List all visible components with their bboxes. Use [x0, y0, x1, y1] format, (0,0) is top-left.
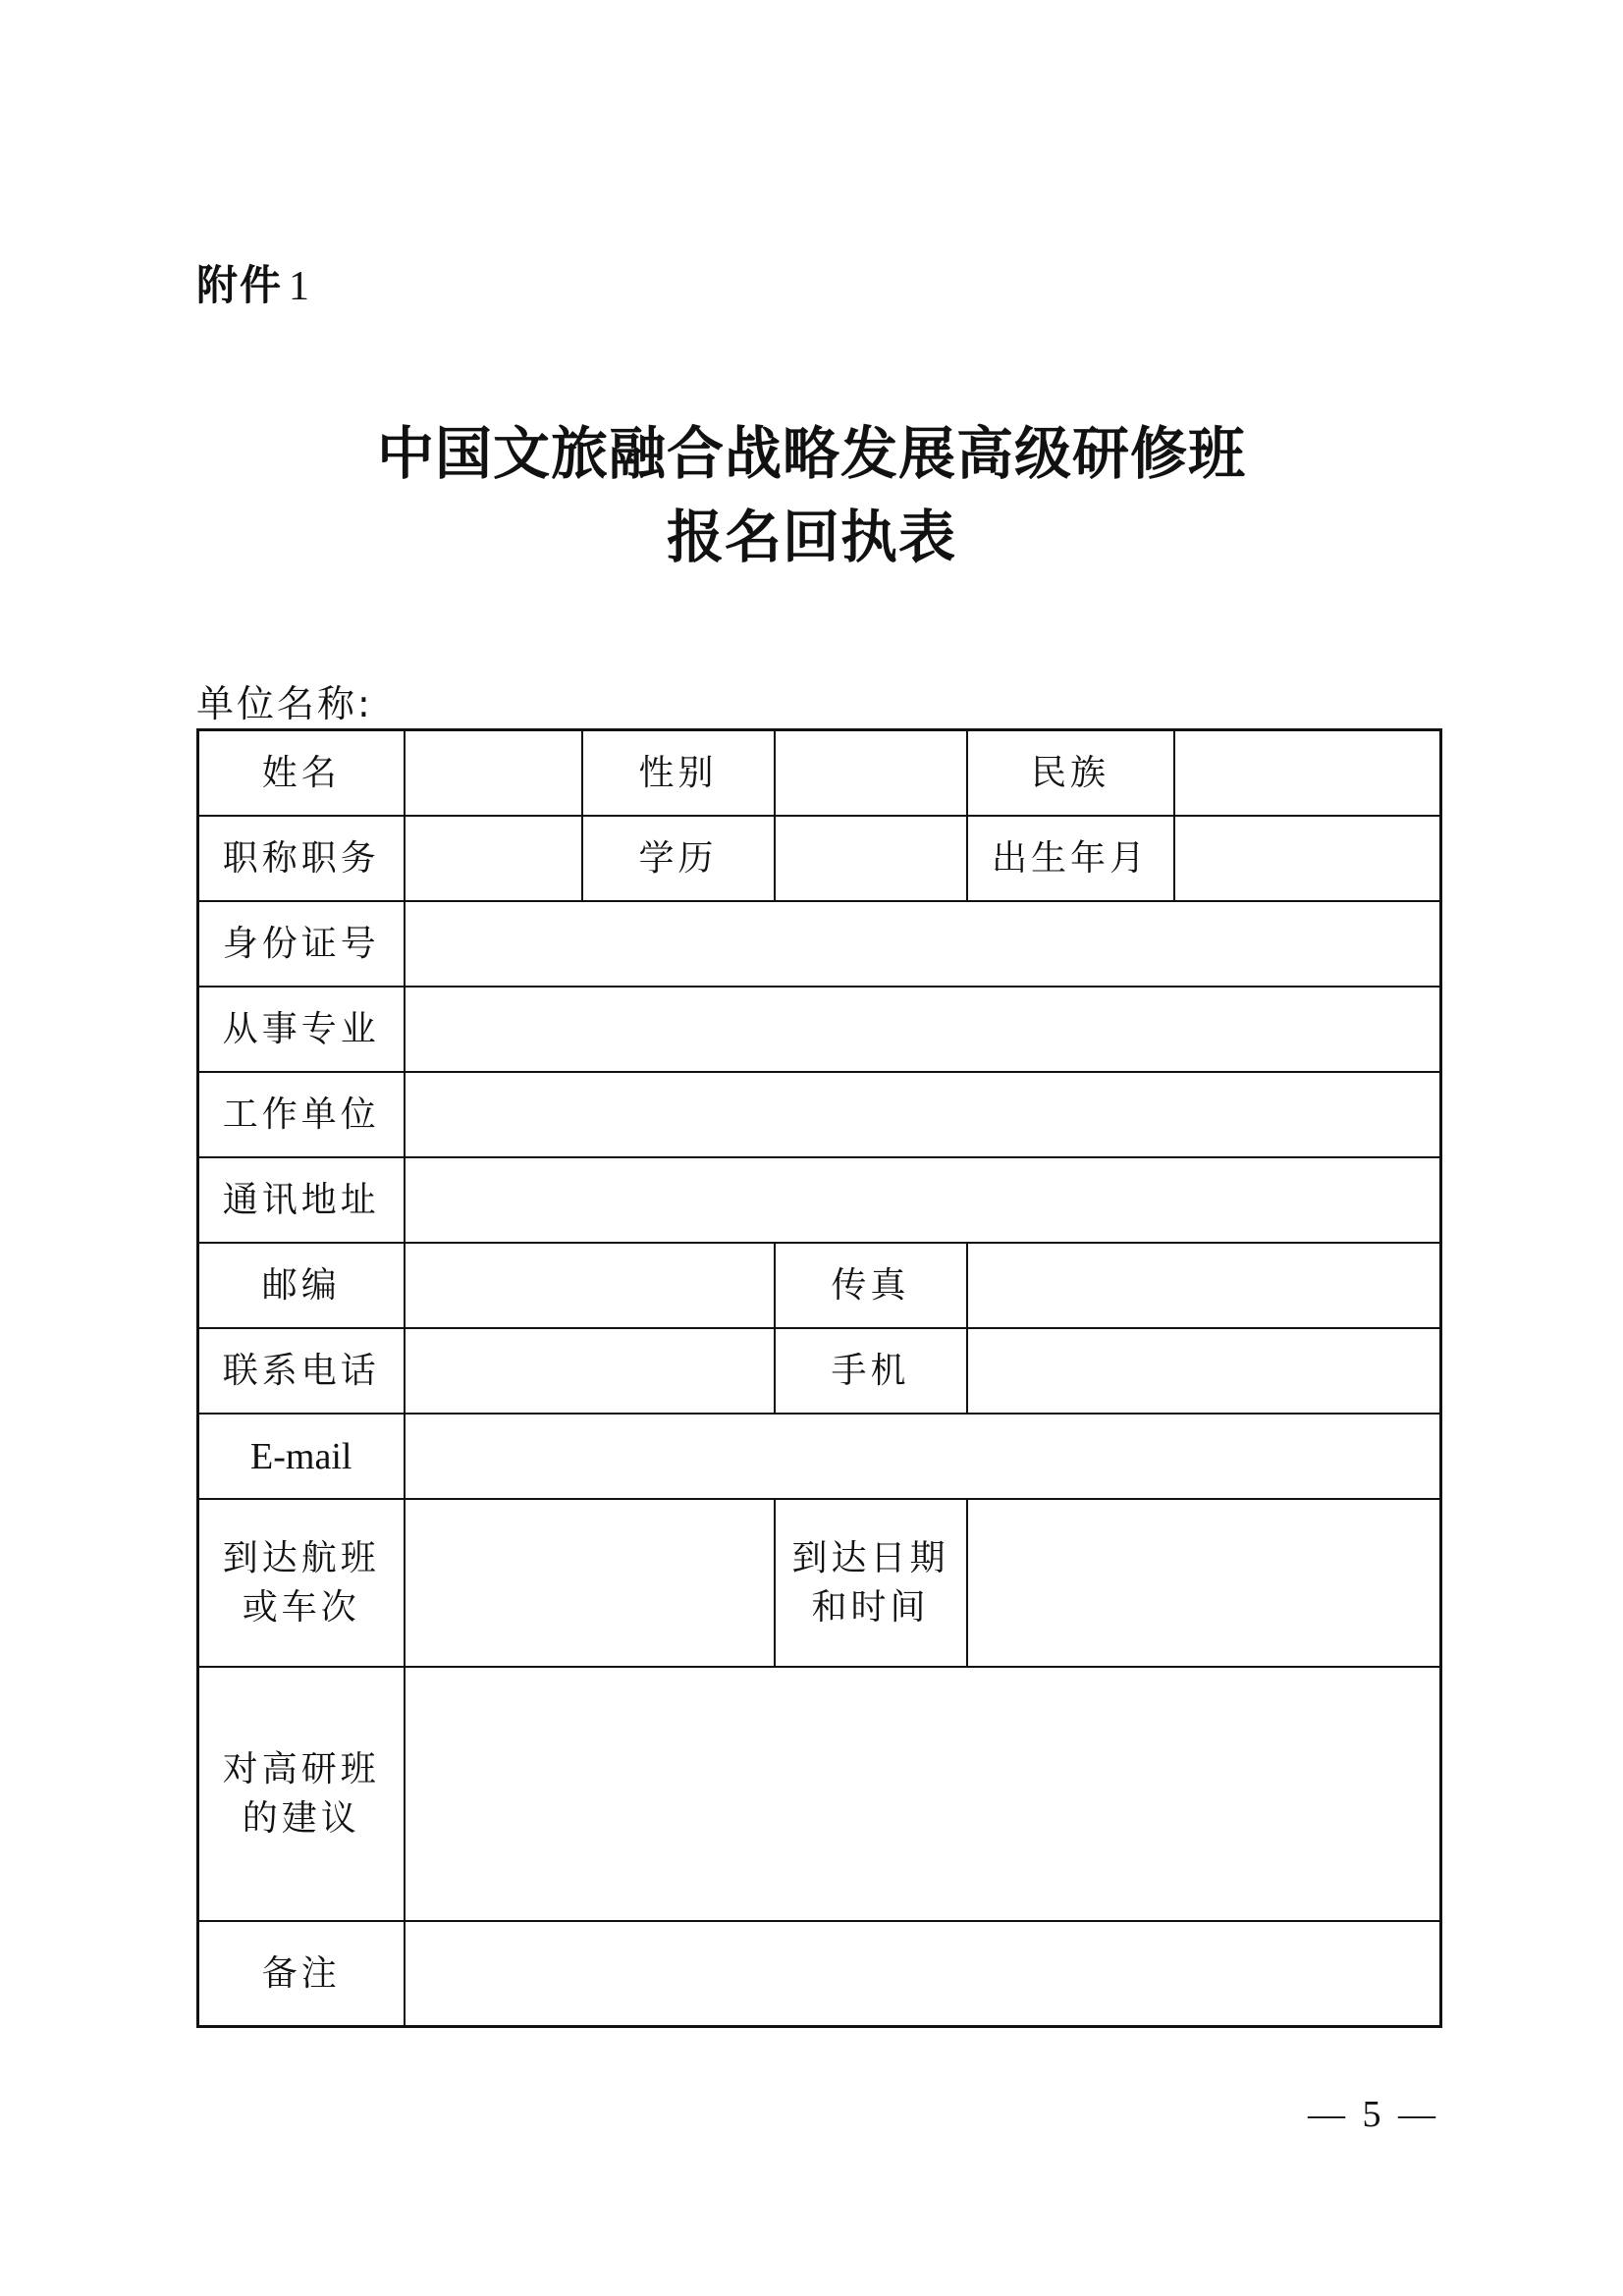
attachment-text: 附件	[196, 261, 284, 309]
workplace-label: 工作单位	[198, 1072, 405, 1157]
ethnicity-field[interactable]	[1174, 730, 1441, 817]
suggestion-label-line2: 的建议	[242, 1797, 360, 1839]
gender-field[interactable]	[775, 730, 967, 817]
suggestion-label-line1: 对高研班	[222, 1748, 380, 1789]
arrival-time-field[interactable]	[967, 1499, 1441, 1667]
registration-form-table	[196, 728, 1442, 2028]
mobile-field[interactable]	[967, 1328, 1441, 1414]
table-row	[198, 1414, 1441, 1499]
fax-field[interactable]	[967, 1243, 1441, 1328]
arrival-flight-label	[198, 1499, 405, 1667]
unit-name-label: 单位名称:	[196, 682, 373, 725]
arrival-flight-label-line2: 或车次	[242, 1586, 360, 1628]
page-number: — 5 —	[1308, 2094, 1439, 2135]
table-row	[198, 1243, 1441, 1328]
profession-label: 从事专业	[198, 987, 405, 1072]
education-field[interactable]	[775, 816, 967, 901]
email-label: E-mail	[198, 1414, 405, 1499]
table-row	[198, 1328, 1441, 1414]
name-field[interactable]	[405, 730, 582, 817]
name-label: 姓名	[198, 730, 405, 817]
birth-field[interactable]	[1174, 816, 1441, 901]
gender-label: 性别	[582, 730, 775, 817]
arrival-time-label-line1: 到达日期	[791, 1537, 949, 1578]
title-position-label: 职称职务	[198, 816, 405, 901]
id-number-label: 身份证号	[198, 901, 405, 987]
ethnicity-label: 民族	[967, 730, 1174, 817]
address-field[interactable]	[405, 1157, 1441, 1243]
attachment-number: 1	[289, 264, 312, 309]
birth-label: 出生年月	[967, 816, 1174, 901]
postcode-label: 邮编	[198, 1243, 405, 1328]
workplace-field[interactable]	[405, 1072, 1441, 1157]
table-row	[198, 987, 1441, 1072]
arrival-time-label	[775, 1499, 967, 1667]
table-row	[198, 1072, 1441, 1157]
document-title-line1: 中国文旅融合战略发展高级研修班	[376, 420, 1246, 487]
id-number-field[interactable]	[405, 901, 1441, 987]
attachment-label	[196, 253, 311, 312]
profession-field[interactable]	[405, 987, 1441, 1072]
fax-label: 传真	[775, 1243, 967, 1328]
table-row	[198, 1667, 1441, 1921]
email-field[interactable]	[405, 1414, 1441, 1499]
document-title-line2: 报名回执表	[666, 504, 956, 570]
table-row	[198, 1157, 1441, 1243]
remarks-field[interactable]	[405, 1921, 1441, 2027]
suggestion-field[interactable]	[405, 1667, 1441, 1921]
mobile-label: 手机	[775, 1328, 967, 1414]
table-row	[198, 1921, 1441, 2027]
education-label: 学历	[582, 816, 775, 901]
arrival-flight-field[interactable]	[405, 1499, 775, 1667]
title-position-field[interactable]	[405, 816, 582, 901]
suggestion-label	[198, 1667, 405, 1921]
postcode-field[interactable]	[405, 1243, 775, 1328]
remarks-label: 备注	[198, 1921, 405, 2027]
table-row	[198, 816, 1441, 901]
table-row	[198, 730, 1441, 817]
arrival-flight-label-line1: 到达航班	[222, 1537, 380, 1578]
table-row	[198, 901, 1441, 987]
address-label: 通讯地址	[198, 1157, 405, 1243]
phone-label: 联系电话	[198, 1328, 405, 1414]
arrival-time-label-line2: 和时间	[811, 1586, 930, 1628]
table-row	[198, 1499, 1441, 1667]
phone-field[interactable]	[405, 1328, 775, 1414]
